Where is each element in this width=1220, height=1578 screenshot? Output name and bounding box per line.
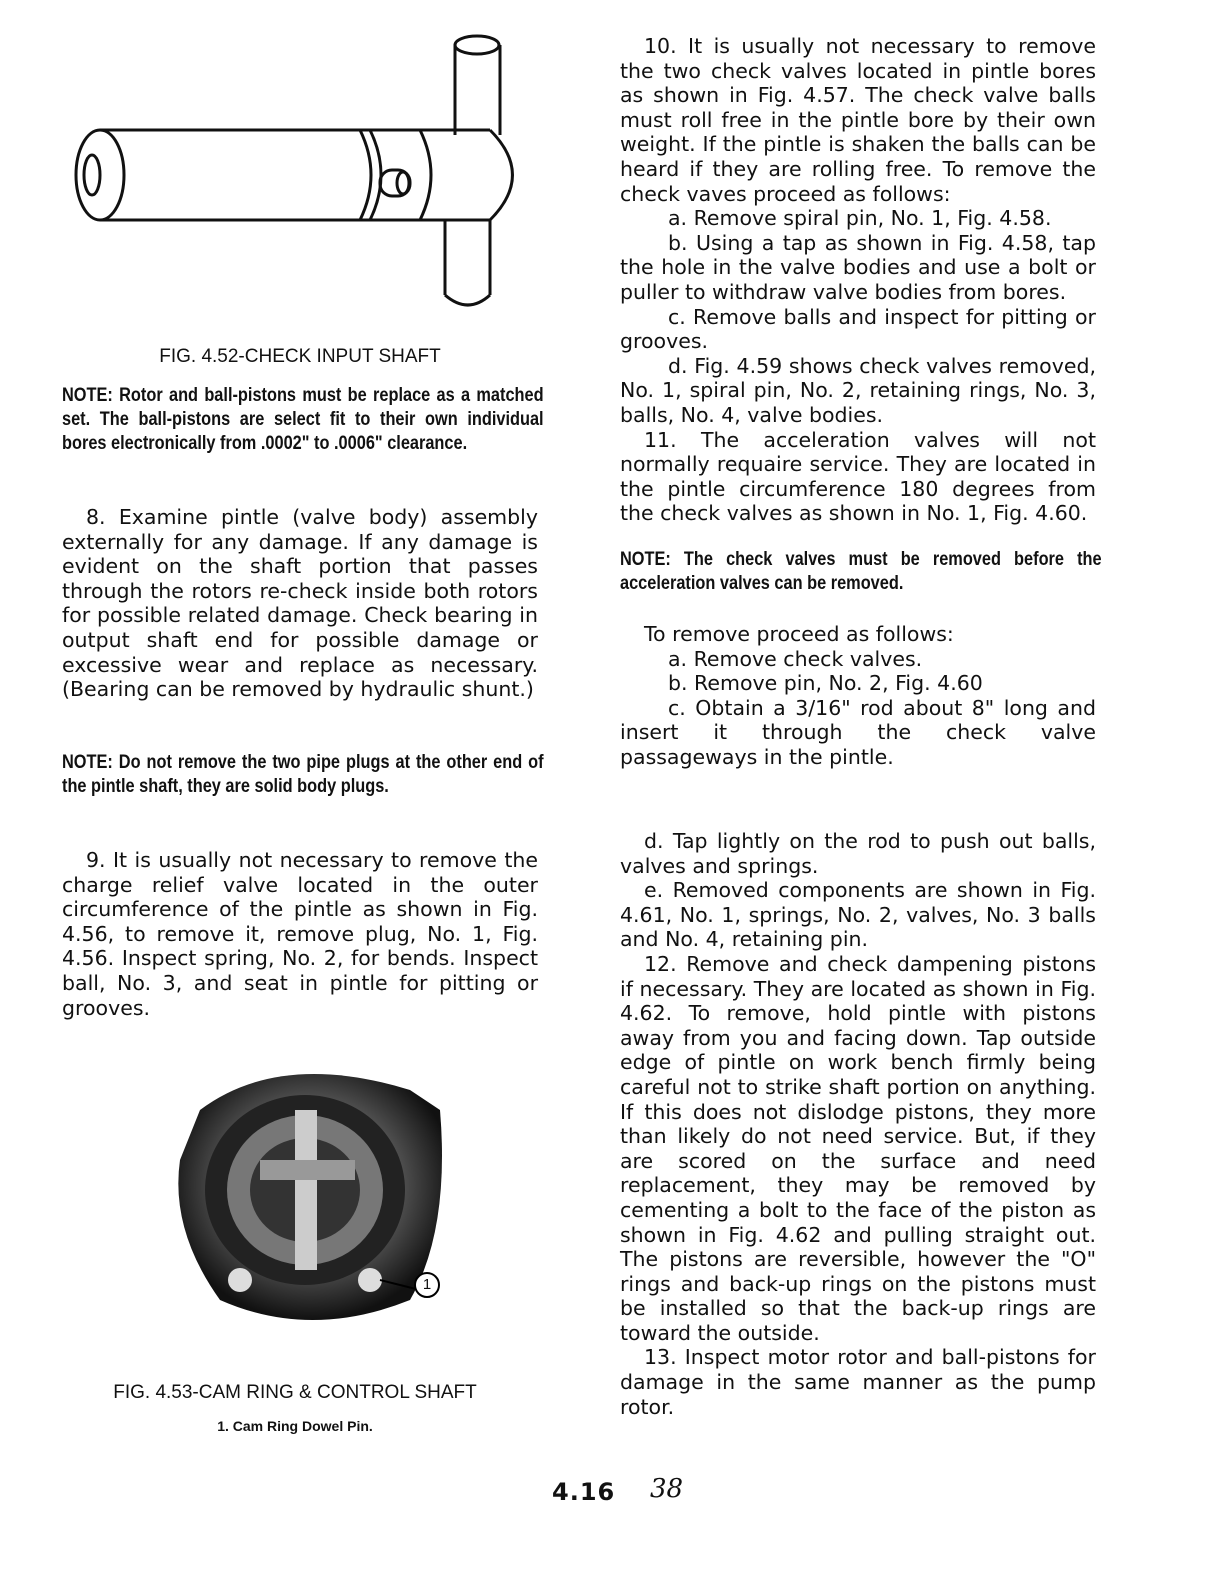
paragraph-8: 8. Examine pintle (valve body) assembly externally for any damage. If any damage is evident on the shaft portion that passes through the rotors re-check inside both rotors for possible related damage. Check bearing in output shaft end for possible damage or excessive wear and replace as necessary. (Bearing can be removed by hydraulic shunt.)	[62, 505, 538, 702]
paragraph-10: 10. It is usually not necessary to remove the two check valves located in pintle bores as shown in Fig. 4.57. The check valve balls must roll free in the pintle bore by their own weight. If the pintle is shaken the balls can be heard if they are rolling free. To remove the check vaves proceed as follows:	[620, 34, 1096, 206]
paragraph-12: 12. Remove and check dampening pistons if necessary. They are located as shown in Fig. 4.62. To remove, hold pintle with pistons away from you and facing down. Tap outside edge of pintle on work bench firmly being careful not to strike shaft portion on anything. If this does not dislodge pistons, they more than likely do not need service. But, if they are scored on the surface and need replacement, they may be removed by cementing a bolt to the face of the piston as shown in Fig. 4.62 and pulling straight out. The pistons are reversible, however the "O" rings and back-up rings on the pistons must be installed so that the back-up rings are toward the outside.	[620, 951, 1096, 1345]
remove-step-a: a. Remove check valves.	[668, 646, 923, 671]
remove-step-e: e. Removed components are shown in Fig. 4.61, No. 1, springs, No. 2, valves, No. 3 balls and No. 4, retaining pin.	[620, 878, 1096, 952]
fig-4-53-caption: FIG. 4.53-CAM RING & CONTROL SHAFT	[113, 1382, 477, 1403]
paragraph-11: 11. The acceleration valves will not normally requaire service. They are located in the pintle circumference 180 degrees from the check valves as shown in No. 1, Fig. 4.60.	[620, 427, 1096, 526]
input-shaft-drawing	[70, 30, 540, 320]
remove-intro: To remove proceed as follows:	[644, 622, 954, 646]
cam-ring-photo	[160, 1050, 450, 1330]
handwritten-page-number: 38	[650, 1474, 684, 1504]
paragraph-10a: a. Remove spiral pin, No. 1, Fig. 4.58.	[668, 206, 1052, 231]
remove-step-c: c. Obtain a 3/16" rod about 8" long and insert it through the check valve passageways in the pintle.	[620, 695, 1096, 769]
paragraph-9: 9. It is usually not necessary to remove the charge relief valve located in the outer circumference of the pintle as shown in Fig. 4.56, to remove it, remove plug, No. 1, Fig. 4.56. Inspect spring, No. 2, for bends. Inspect ball, No. 3, and seat in pintle for pitting or grooves.	[62, 848, 538, 1020]
paragraph-10d: d. Fig. 4.59 shows check valves removed, No. 1, spiral pin, No. 2, retaining rings, No. 3, balls, No. 4, valve bodies.	[620, 353, 1096, 427]
remove-step-d: d. Tap lightly on the rod to push out balls, valves and springs.	[620, 829, 1096, 878]
paragraph-10c: c. Remove balls and inspect for pitting or grooves.	[620, 304, 1096, 354]
page-number: 4.16	[552, 1478, 616, 1506]
callout-1: 1	[414, 1272, 440, 1298]
note-check-valves: NOTE: The check valves must be removed before the acceleration valves can be removed.	[620, 549, 1102, 594]
remove-step-b: b. Remove pin, No. 2, Fig. 4.60	[668, 671, 983, 696]
note-rotor-ball-pistons: NOTE: Rotor and ball-pistons must be replace as a matched set. The ball-pistons are select fit to their own individual bores electronically from .0002" to .0006" clearance.	[62, 385, 544, 454]
paragraph-13: 13. Inspect motor rotor and ball-pistons for damage in the same manner as the pump rotor.	[620, 1345, 1096, 1419]
paragraph-10b: b. Using a tap as shown in Fig. 4.58, tap the hole in the valve bodies and use a bolt or puller to withdraw valve bodies from bores.	[620, 230, 1096, 304]
note-pipe-plugs: NOTE: Do not remove the two pipe plugs at the other end of the pintle shaft, they are solid body plugs.	[62, 752, 544, 797]
fig-4-53-subcaption: 1. Cam Ring Dowel Pin.	[217, 1418, 373, 1434]
fig-4-52-caption: FIG. 4.52-CHECK INPUT SHAFT	[159, 346, 441, 367]
